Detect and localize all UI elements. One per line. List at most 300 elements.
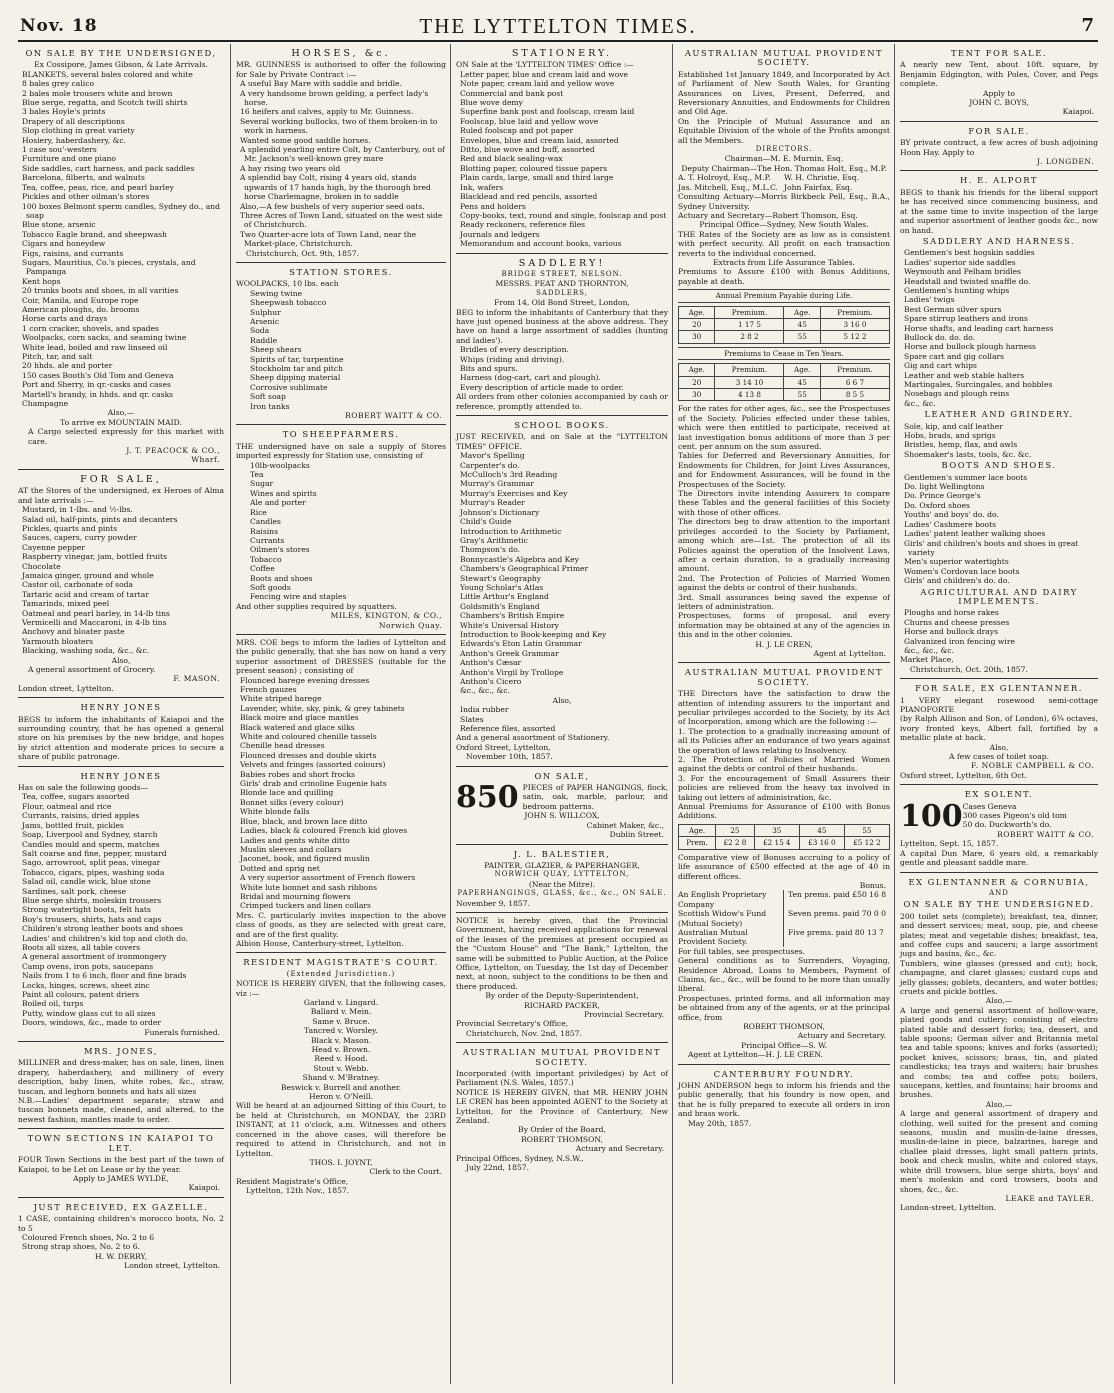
- ad-body: JOHN ANDERSON begs to inform his friends and the public generally, that his foundry is now open, and that he is fully prepared to execute all orders in iron and brass work.: [678, 1081, 890, 1119]
- list-item: Sewing twine: [250, 288, 303, 298]
- table-cell: Age.: [784, 306, 820, 318]
- list-item: A splendid bay Colt, rising 4 years old, stands upwards of 17 hands high, by the thorough bred horse Charlemagne, broken in to saddle: [240, 173, 431, 202]
- ad-address: Dublin Street.: [609, 830, 664, 840]
- ad-heading: FOR SALE,: [80, 473, 162, 485]
- ad-body: BY private contract, a few acres of bush adjoining Hoon Hay. Apply to: [900, 138, 1098, 157]
- ad-text: 2. The Protection of Policies of Married Women against the debts or control of their husbands.: [678, 755, 890, 774]
- list-item: Two Quarter-acre lots of Town Land, near the Market-place, Christchurch.: [240, 229, 417, 249]
- list-item: Blotting paper, coloured tissue papers: [460, 163, 608, 173]
- list-item: Cases Geneva: [962, 801, 1017, 811]
- list-item: Currants, raisins, dried apples: [22, 811, 140, 821]
- ad-magistrates-court: [236, 953, 446, 1199]
- table-cell: 25: [716, 824, 755, 836]
- list-item: Sugar: [250, 479, 274, 489]
- ad-text: 200 toilet sets (complete); breakfast, tea, dinner, and dessert services; meat, soup, pie, and cheese plates; meat and vegetable dishes; breakfast, tea, and coffee cups and saucers; a large assortment jugs and basins, &c., &c.: [900, 911, 1098, 959]
- column-4: [672, 44, 895, 1384]
- table-row: [679, 318, 890, 330]
- list-item: Locks, hinges, screws, sheet zinc: [22, 980, 150, 990]
- ad-heading: RESIDENT MAGISTRATE'S COURT.: [243, 957, 439, 968]
- ad-date: November 9, 1857.: [456, 898, 530, 908]
- list-item: Thompson's do.: [460, 545, 521, 555]
- list-item: Slop clothing in great variety: [22, 126, 135, 136]
- list-item: Soft goods: [250, 582, 291, 592]
- list-item: Stewart's Geography: [460, 573, 542, 583]
- bonus-amount: Ten prems. paid £50 16 8: [788, 890, 887, 900]
- list-item: Velvets and fringes (assorted colours): [240, 760, 386, 770]
- list-item: Port and Sherry, in qr.-casks and cases: [22, 380, 171, 390]
- list-item: Flounced dresses and double skirts: [240, 750, 377, 760]
- item-list: [456, 705, 668, 733]
- consulting-actuary: Consulting Actuary—Morris Birkbeck Pell, Esq., B.A., Sydney University.: [678, 192, 890, 211]
- ad-text: A large and general assortment of drapery and clothing, well suited for the present and coming seasons, muslin and muslin-de-laine dresses, muslin-de-laine in piece, balzarines, barege and challee plaid dresses, light small pattern prints, book and check muslin, white and colored stays, white drill trowsers, blue serge shirts, boys' and men's moleskin and cord trowsers, boots and shoes, &c., &c.: [900, 1109, 1098, 1194]
- ad-ex-solent: [900, 785, 1098, 872]
- list-item: Nails from 1 to 6 inch, floor and fine brads: [22, 971, 187, 981]
- list-item: Raspberry vinegar, jam, bottled fruits: [22, 552, 167, 562]
- list-item: Tartaric acid and cream of tartar: [22, 589, 149, 599]
- section-heading: AGRICULTURAL AND DAIRY IMPLEMENTS.: [920, 586, 1078, 606]
- item-list: [900, 422, 1098, 460]
- ad-heading: MRS. JONES,: [84, 1046, 158, 1057]
- list-item: Crimped tuckers and linen collars: [240, 901, 371, 911]
- item-list: [456, 70, 668, 249]
- ad-body: MILLINER and dress-maker, has on sale, linen, linen drapery, haberdashery, and millinery of every description, baby linen, white robes, &c., straw, tuscan, and leghorn bonnets and hats all sizes: [18, 1058, 224, 1096]
- list-item: Ready reckoners, reference files: [460, 220, 586, 230]
- ad-text: 2nd. The Protection of Policies of Married Women against the debts or control of their husbands.: [678, 573, 890, 593]
- list-item: 300 cases Pigeon's old tom: [962, 811, 1067, 821]
- list-item: Mustard, in 1-lbs. and ½-lbs.: [22, 505, 133, 515]
- list-item: Raddle: [250, 335, 278, 345]
- list-item: Martell's brandy, in hhds. and qr. casks: [22, 389, 174, 399]
- list-item: Jams, bottled fruit, pickles: [22, 820, 124, 830]
- ad-date: Christchurch, Nov. 2nd, 1857.: [466, 1028, 582, 1038]
- list-item: Journals and ledgers: [460, 229, 540, 239]
- ad-sheepfarmers: [236, 425, 446, 635]
- list-item: Camp ovens, iron pots, saucepans: [22, 961, 154, 971]
- list-item: Spare stirrup leathers and irons: [904, 314, 1028, 324]
- ad-address: Norwich Quay.: [378, 620, 442, 630]
- column-1: [18, 44, 229, 1384]
- deputy-chairman: Deputy Chairman—The Hon. Thomas Holt, Esq., M.P.: [681, 163, 887, 173]
- list-item: Blacking, washing soda, &c., &c.: [22, 646, 150, 656]
- table-cell: 35: [754, 824, 799, 836]
- list-item: A bay rising two years old: [240, 163, 341, 173]
- list-item: Slates: [460, 714, 484, 724]
- issue-date: Nov. 18: [20, 16, 98, 36]
- item-list: [236, 289, 446, 411]
- list-item: Women's Cordovan lace boots: [904, 566, 1020, 576]
- list-item: Sugars, Mauritius, Co.'s pieces, crystals, and Pampanga: [22, 257, 196, 277]
- table-cell: 3 14 10: [715, 376, 784, 388]
- table-cell: Premium.: [715, 306, 784, 318]
- list-item: Introduction to Arithmetic: [460, 526, 562, 536]
- ad-address: Wharf.: [191, 455, 220, 465]
- list-item: Boots all sizes, all table covers: [22, 942, 141, 952]
- list-item: Candles: [250, 517, 281, 527]
- ad-note: Mrs. C. particularly invites inspection to the above class of goods, as they are selected with great care, and are of the first quality.: [236, 910, 446, 939]
- list-item: Furniture and one piano: [22, 154, 116, 164]
- ad-peacock: [18, 44, 224, 470]
- list-item: Garland v. Lingard.: [303, 998, 379, 1007]
- ad-signature: RICHARD PACKER,: [524, 1000, 600, 1010]
- list-item: Bridles of every description.: [460, 345, 569, 355]
- ad-number: 100: [900, 798, 963, 834]
- list-item: Every description of article made to order.: [460, 382, 624, 392]
- list-item: Ditto, blue wove and buff, assorted: [460, 145, 595, 155]
- ad-body: JUST RECEIVED, and on Sale at the "LYTTELTON TIMES" OFFICE.: [456, 432, 668, 451]
- list-item: Horse and bullock drays: [904, 627, 998, 637]
- ad-text: A large and general assortment of hollow-ware, plated goods and cutlery; consisting of electro plated table and dessert forks; tea, dessert, and table spoons; German silver and Britannia metal tea and table spoons; knives and forks (assorted); pocket knives, scissors; brass, tin, and plated candlesticks; tea trays and waiters; hair brushes and combs; tea and coffee pots; boilers, saucepans, kettles, and fountains; hair brooms and brushes.: [900, 1005, 1098, 1100]
- ad-signature: THOS. I. JOYNT,: [309, 1157, 373, 1167]
- list-item: Pickles, quarts and pints: [22, 523, 118, 533]
- table-cell: Age.: [784, 364, 820, 376]
- column-5: [894, 44, 1098, 1384]
- list-item: Anthon's Cicero: [460, 677, 522, 686]
- list-item: 2 bales mole trousers white and brown: [22, 88, 173, 98]
- ad-body: Has on sale the following goods—: [18, 783, 149, 793]
- ad-place: Kaiapoi.: [1062, 107, 1094, 117]
- list-item: Gentlemen's summer lace boots: [904, 472, 1028, 482]
- ad-body: BEGS to inform the inhabitants of Kaiapoi and the surrounding country, that he has opened a general store on his premises by the new bridge, and hopes by strict attention and moderate prices to secure a share of public patronage.: [18, 714, 224, 762]
- list-item: Chambers's Geographical Primer: [460, 564, 589, 574]
- ad-address: London street, Lyttelton.: [124, 1261, 220, 1271]
- ad-signature: F. NOBLE CAMPBELL & CO.: [971, 761, 1094, 771]
- newspaper-title: THE LYTTELTON TIMES.: [419, 14, 697, 38]
- list-item: Boy's trousers, shirts, hats and caps: [22, 914, 162, 924]
- ad-address: Oxford Street, Lyttelton,: [456, 742, 551, 752]
- ad-horses: [236, 44, 446, 263]
- ad-text: For the rates for other ages, &c., see the Prospectuses of the Society. Policies effected under these tables, which were then entitled to participate, received at last investigation bonus additions of more than 3 per cent. per annum on the sum assured.: [678, 404, 890, 452]
- list-item: Hobs, brads, and sprigs: [904, 431, 996, 441]
- ad-body: NOTICE IS HEREBY GIVEN, that the following cases, viz :—: [236, 979, 446, 998]
- table-row: [679, 389, 890, 401]
- premium-table-ten-years: [678, 363, 890, 401]
- list-item: Pitch, tar, and salt: [22, 352, 93, 361]
- list-item: Coffee: [250, 564, 275, 574]
- ad-date: Lyttelton, 12th Nov., 1857.: [246, 1186, 350, 1196]
- list-item: Ploughs and horse rakes: [904, 608, 999, 618]
- ad-text: The directors beg to draw attention to the important privileges accorded to the Society by Parliament, among which are—1st. The protection of all its Policies against the operation of the Insolvent Laws, after a certain duration, to a gradually increasing amount.: [678, 517, 890, 574]
- list-item: Youths' and boys' do. do.: [904, 510, 999, 520]
- list-item: Sardines, salt pork, cheese: [22, 886, 127, 896]
- table-cell: 2 8 2: [715, 331, 784, 343]
- ad-signature: H. W. DERRY,: [94, 1251, 148, 1261]
- list-item: Blue, black, and brown lace ditto: [240, 816, 368, 826]
- ad-signature: JOHN C. BOYS,: [969, 98, 1029, 108]
- table-cell: 30: [679, 389, 715, 401]
- list-item: Gig and cart whips: [904, 361, 977, 371]
- case-list: [236, 998, 446, 1101]
- list-item: Note paper, cream laid and yellow wove: [460, 79, 615, 89]
- list-item: Oilmen's stores: [250, 545, 310, 555]
- list-item: Figs, raisins, and currants: [22, 248, 124, 258]
- list-item: Pickles and other oilman's stores: [22, 192, 150, 202]
- ad-principle: On the Principle of Mutual Assurance and an Equitable Division of the whole of the Profits amongst all the Members.: [678, 116, 890, 145]
- ad-heading: EX GLENTANNER & CORNUBIA,: [908, 876, 1090, 887]
- ad-signature: ROBERT THOMSON,: [743, 1022, 825, 1031]
- ad-heading: STATIONERY.: [511, 48, 613, 59]
- ad-heading: ON SALE,: [534, 770, 590, 781]
- list-item: Copy-books, text, round and single, foolscap and post: [460, 210, 667, 220]
- ad-heading: STATION STORES.: [289, 266, 393, 277]
- ad-role: Actuary and Secretary.: [797, 1031, 886, 1041]
- list-item: Coir, Manila, and Europe rope: [22, 295, 139, 305]
- ad-text: 3rd. Small assurances being saved the expense of letters of administration.: [678, 592, 890, 611]
- list-item: Side saddles, cart harness, and pack saddles: [22, 163, 195, 173]
- list-item: Bridal and mourning flowers: [240, 891, 351, 901]
- actuary: Actuary and Secretary—Robert Thomson, Esq.: [678, 210, 858, 220]
- list-item: Black v. Mason.: [310, 1035, 372, 1045]
- ad-office: Principal Offices, Sydney, N.S.W.,: [456, 1153, 584, 1163]
- ad-office: Resident Magistrate's Office,: [236, 1176, 349, 1186]
- list-item: Foolscap, blue laid and yellow wove: [460, 116, 599, 126]
- list-item: Blue serge, regatta, and Scotch twill shirts: [22, 98, 188, 108]
- table-cell: 8 5 5: [820, 389, 889, 401]
- list-item: Sheep shears: [250, 345, 302, 355]
- list-item: Corrosive sublimate: [250, 382, 328, 392]
- list-item: Ladies' and children's kid top and cloth do.: [22, 933, 188, 943]
- list-item: Plain cards, large, small and third large: [460, 173, 614, 183]
- list-item: Commercial and bank post: [460, 88, 564, 98]
- list-item: Sheep dipping material: [250, 373, 341, 383]
- ad-signature: ROBERT WAITT & CO.: [345, 411, 442, 421]
- ad-role: Provincial Secretary.: [584, 1010, 664, 1019]
- ad-role: Agent at Lyttelton.: [813, 648, 886, 658]
- table-row: [679, 331, 890, 343]
- table-cell: Age.: [679, 364, 715, 376]
- table-caption: Annual Premium Payable during Life.: [678, 289, 890, 302]
- list-item: Gentlemen's hunting whips: [904, 285, 1010, 295]
- table-body: [679, 376, 890, 401]
- ad-address: Oxford street, Lyttelton, 6th Oct.: [900, 770, 1027, 780]
- list-item: Memorandum and account books, various: [460, 239, 622, 249]
- list-item: Tea, coffee, sugars assorted: [22, 792, 130, 802]
- list-item: Currants: [250, 535, 285, 545]
- ad-address: NORWICH QUAY, LYTTELTON,: [494, 870, 630, 879]
- ad-text: Tables for Deferred and Reversionary Annuities, for Endowments for Children, for Joint Lives Assurances, and for Endowment Assurances, will be found in the Prospectuses of the Society.: [678, 451, 890, 489]
- list-item: Ladies' Cashmere boots: [904, 519, 997, 529]
- ad-office: Principal Office—S. W.: [740, 1040, 827, 1050]
- ad-text: The Directors invite intending Assurers to compare these Tables and the general facilities of this Society with those of other offices.: [678, 489, 890, 517]
- section-heading: SADDLERY AND HARNESS.: [922, 235, 1076, 246]
- ad-also: Also,: [989, 742, 1009, 752]
- ad-subheading: Incorporated (with important priviledges) by Act of Parliament (N.S. Wales, 1857.): [456, 1069, 668, 1088]
- ad-tent: [900, 44, 1098, 122]
- list-item: Martingales, Surcingales, and hobbles: [904, 380, 1053, 389]
- list-item: Black watered and glace silks: [240, 722, 355, 732]
- list-item: W. H. Christie, Esq.: [784, 173, 859, 183]
- list-item: Kent hops: [22, 276, 61, 286]
- list-item: Jaconet, book, and figured muslin: [240, 854, 370, 864]
- list-item: Fencing wire and staples: [250, 592, 347, 602]
- ad-heading: SADDLERY!: [518, 257, 606, 269]
- ad-heading: FOR SALE, EX GLENTANNER.: [915, 683, 1083, 694]
- table-cell: 6 6 7: [820, 376, 889, 388]
- list-item: Introduction to Book-keeping and Key: [460, 629, 607, 639]
- list-item: Men's superior watertights: [904, 557, 1009, 567]
- ad-town-sections: [18, 1129, 224, 1197]
- ad-text: Annual Premiums for Assurance of £100 with Bonus Additions.: [678, 802, 890, 821]
- list-item: Tobacco, cigars, pipes, washing soda: [22, 867, 165, 877]
- list-item: Chambers's British Empire: [460, 611, 565, 621]
- ad-paper-hangings: [456, 767, 668, 845]
- list-item: Ladies, black & coloured French kid gloves: [240, 826, 408, 836]
- rates-text: THE Rates of the Society are as low as is consistent with perfect security. All profit on each transaction reverts to the individual concerned.: [678, 229, 890, 258]
- ad-note: N.B.—Ladies' department separate; straw and tuscan bonnets made, cleaned, and altered, to the newest fashion, mantles made to order.: [18, 1096, 224, 1124]
- ad-heading: H. E. ALPORT: [960, 175, 1038, 186]
- list-item: Barcelona, filberts, and walnuts: [22, 173, 145, 183]
- list-item: A very superior assortment of French flowers: [240, 873, 416, 883]
- ad-subheading: (Extended Jurisdiction.): [286, 969, 396, 978]
- table-cell: Age.: [679, 824, 716, 836]
- extracts-heading: Extracts from Life Assurance Tables.: [713, 257, 855, 267]
- principal-office: Principal Office—Sydney, New South Wales.: [699, 220, 869, 230]
- list-item: Whips (riding and driving).: [460, 354, 565, 364]
- table-header: [679, 364, 890, 376]
- ad-from: From 14, Old Bond Street, London,: [494, 298, 630, 308]
- list-item: Babies robes and short frocks: [240, 769, 355, 779]
- list-item: Do. Oxford shoes: [904, 500, 970, 510]
- list-item: Heron v. O'Neill.: [309, 1092, 373, 1102]
- list-item: Gentlemen's best hogskin saddles: [904, 248, 1035, 258]
- list-item: &c., &c., &c.: [460, 686, 510, 696]
- list-item: Sheepwash tobacco: [250, 298, 327, 308]
- list-item: India rubber: [460, 705, 509, 715]
- list-item: American ploughs, do. brooms: [22, 304, 140, 314]
- ad-arrival: To arrive ex MOUNTAIN MAID.: [60, 417, 182, 427]
- ad-general: A general assortment of Grocery.: [28, 665, 156, 674]
- directors-right: [784, 173, 890, 192]
- list-item: 100 boxes Belmont sperm candles, Sydney do., and soap: [22, 201, 220, 220]
- list-item: Strong watertight boots, felt hats: [22, 905, 151, 915]
- ad-and: AND: [989, 888, 1009, 897]
- ad-body: ON Sale at the 'LYTTELTON TIMES' Office :—: [456, 60, 634, 70]
- ad-heading: CANTERBURY FOUNDRY.: [713, 1068, 855, 1079]
- list-item: 3 bales Hoyle's prints: [22, 107, 106, 117]
- ad-also: Also,: [552, 695, 572, 705]
- ad-heading: FOR SALE.: [968, 125, 1030, 136]
- directors-left: [678, 173, 784, 192]
- section-heading: LEATHER AND GRINDERY.: [924, 409, 1074, 420]
- list-item: Arsenic: [250, 316, 280, 326]
- ad-date: May 20th, 1857.: [688, 1118, 752, 1128]
- list-item: 20 trunks boots and shoes, in all varities: [22, 286, 179, 296]
- list-item: Salad oil, half-pints, pints and decanters: [22, 514, 178, 524]
- ad-toilet: A few cases of toilet soap.: [948, 752, 1050, 762]
- list-item: Coloured French shoes, No. 2 to 6: [22, 1232, 155, 1242]
- column-2: [230, 44, 451, 1384]
- ad-place: Kaiapoi.: [188, 1183, 220, 1193]
- ad-body: MR. GUINNESS is authorised to offer the following for Sale by Private Contract :—: [236, 60, 446, 79]
- list-item: Doors, windows, &c., made to order: [22, 1018, 162, 1028]
- item-list: [900, 608, 1098, 655]
- ad-address: London street, Lyttelton.: [18, 683, 114, 693]
- ad-station-stores: [236, 263, 446, 426]
- ad-general: And a general assortment of Stationery.: [456, 733, 610, 743]
- bonus-row: [678, 890, 890, 909]
- ad-address: London-street, Lyttelton.: [900, 1203, 996, 1213]
- ad-heading: EX SOLENT.: [964, 789, 1034, 800]
- ad-near: (Near the Mitre).: [528, 879, 596, 889]
- list-item: Envelopes, blue and cream laid, assorted: [460, 135, 619, 145]
- table-cell: 4 13 8: [715, 389, 784, 401]
- ad-also: Also,—: [985, 996, 1013, 1006]
- list-item: A useful Bay Mare with saddle and bridle.: [240, 79, 402, 89]
- columns: [18, 44, 1098, 1384]
- list-item: Drapery of all descriptions: [22, 116, 125, 126]
- list-item: Blonde lace and quilling: [240, 788, 334, 798]
- list-item: Little Arthur's England: [460, 592, 549, 602]
- list-item: John Fairfax, Esq.: [784, 182, 853, 192]
- list-item: Ruled foolscap and pot paper: [460, 126, 574, 136]
- list-item: Blue stone, arsenic: [22, 220, 96, 230]
- ad-signature: J. T. PEACOCK & CO.,: [126, 446, 220, 456]
- ad-date: Christchurch, Oct. 20th, 1857.: [910, 664, 1028, 674]
- ad-subheading: Ex Cossipore, James Gibson, & Late Arrivals.: [34, 60, 208, 70]
- ad-agent: Agent at Lyttelton—H. J. LE CREN.: [688, 1050, 823, 1060]
- list-item: Strong strap shoes, No. 2 to 6.: [22, 1242, 141, 1252]
- list-item: Ladies' patent leather walking shoes: [904, 529, 1046, 539]
- ad-body: BEGS to thank his friends for the liberal support he has received since commencing business, and at the same time to invite inspection of the large and superior assortment of leather goods &c., now on hand.: [900, 187, 1098, 235]
- table-cell: 45: [784, 318, 820, 330]
- page-number: 7: [1081, 15, 1094, 36]
- item-list: [18, 505, 224, 656]
- bonus-row: [678, 909, 890, 928]
- list-item: Yarmouth bloaters: [22, 636, 94, 646]
- list-item: White lead, boiled and raw linseed oil: [22, 342, 168, 352]
- ad-order: By order of the Deputy-Superintendent,: [485, 991, 639, 1001]
- ad-signature: ROBERT WAITT & CO.: [997, 829, 1094, 839]
- table-cell: 20: [679, 318, 715, 330]
- table-cell: 55: [784, 331, 820, 343]
- column-3: [450, 44, 673, 1384]
- bonus-label: Bonus.: [859, 880, 886, 890]
- list-item: Weymouth and Pelham bridles: [904, 267, 1022, 277]
- list-item: Ink, wafers: [460, 182, 504, 192]
- table-cell: Age.: [679, 306, 715, 318]
- list-item: Anchovy and bloater paste: [22, 627, 125, 637]
- list-item: Anthon's Virgil by Trollope: [460, 667, 564, 677]
- table-cell: 30: [679, 331, 715, 343]
- list-item: Bits and spurs.: [460, 364, 518, 373]
- list-item: Woolpacks, corn sacks, and seaming twine: [22, 333, 187, 343]
- list-item: Rice: [250, 507, 267, 517]
- list-item: Horse carts and drays: [22, 314, 108, 324]
- list-item: Same v. Bruce.: [312, 1016, 370, 1026]
- table-cell: Premium.: [820, 306, 889, 318]
- ad-heading: HORSES, &c.: [291, 48, 391, 59]
- list-item: Girls' and children's boots and shoes in great variety: [904, 538, 1079, 557]
- list-item: Raisins: [250, 526, 278, 536]
- bonus-row: [678, 928, 890, 947]
- list-item: Putty, window glass cut to all sizes: [22, 1008, 156, 1018]
- annual-premium-table: [678, 824, 890, 850]
- item-list: [236, 461, 446, 602]
- list-item: French gauzes: [240, 685, 297, 694]
- list-item: Anthon's Cæsar: [460, 658, 522, 668]
- list-item: Do. Prince George's: [904, 491, 981, 501]
- ad-body: 1 CASE, containing children's morocco boots, No. 2 to 5: [18, 1214, 224, 1233]
- section-heading: BOOTS AND SHOES.: [941, 460, 1057, 471]
- table-row: [679, 824, 890, 836]
- item-list: [236, 79, 446, 248]
- directors-heading: DIRECTORS.: [755, 145, 813, 154]
- ad-gazelle: [18, 1198, 224, 1275]
- list-item: Soda: [250, 326, 270, 336]
- ad-text: 1. The protection to a gradually increasing amount of all its Policies after an endurance of two years against the operation of laws relating to Insolvency.: [678, 726, 890, 755]
- ad-text: 3. For the encouragement of Small Assurers their policies are relieved from the heavy tax involved in taking out letters of administration, &c.: [678, 773, 890, 802]
- item-list: [18, 70, 224, 409]
- table-cell: Prem.: [679, 837, 716, 849]
